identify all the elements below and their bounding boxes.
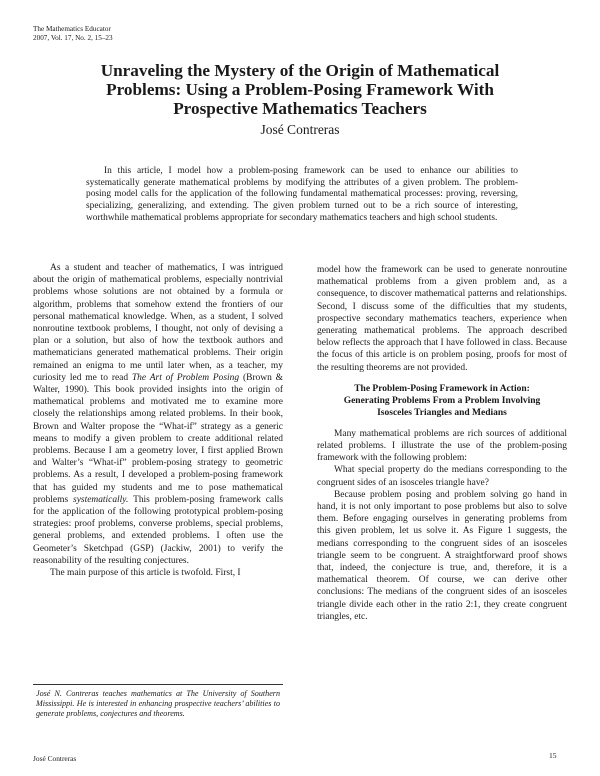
- body-paragraph: Many mathematical problems are rich sources of additional related problems. I illustrate the use of the problem-posing framework with the following problem:: [317, 428, 567, 464]
- title-line-2: Problems: Using a Problem-Posing Framework With: [106, 80, 494, 99]
- body-paragraph: Because problem posing and problem solving go hand in hand, it is not only important to pose problems but also to solve them. Before engaging ourselves in generating problems from this given problem, let us solve it. As Figure 1 suggests, the medians corresponding to the congruent sides of an isosceles triangle seem to be congruent. A straightforward proof shows that, indeed, the conjecture is true, and, therefore, it is a mathematical theorem. Of course, we can derive other conclusions: The medians of the congruent sides of an isosceles triangle divide each other in the ratio 2:1, they create congruent triangles, etc.: [317, 489, 567, 622]
- problem-statement: What special property do the medians corresponding to the congruent sides of an isosceles triangle have?: [317, 465, 567, 488]
- heading-line-2: Generating Problems From a Problem Involving: [343, 395, 541, 406]
- article-title: [40, 61, 560, 118]
- journal-issue: 2007, Vol. 17, No. 2, 15–23: [33, 34, 113, 42]
- book-title: The Art of Problem Posing: [131, 372, 240, 383]
- heading-line-3: Isosceles Triangles and Medians: [377, 407, 507, 418]
- section-heading: [317, 383, 567, 419]
- paragraph-text: (Brown & Walter, 1990). This book provided insights into the origin of mathematical problems and motivated me to examine more closely the relationships among related problems. In their book, Brown and Walter propose the “What-if” strategy as a generic means to modify a given problem to create additional related problems. Because I am a geometry lover, I first applied Brown and Walter’s “What-if” problem-posing strategy to geometric problems. As a result, I developed a problem-posing framework that has guided my students and me to pose mathematical problems: [33, 372, 283, 505]
- footer-author: José Contreras: [33, 754, 77, 763]
- paragraph-text: This problem-posing framework calls for the application of the following prototypical problem-posing strategies: proof problems, converse problems, special problems, general problems, and extended problems. I often use the Geometer’s Sketchpad (GSP) (Jackiw, 2001) to verify the reasonability of the resulting conjectures.: [33, 494, 283, 566]
- heading-line-1: The Problem-Posing Framework in Action:: [354, 383, 530, 394]
- author-name: José Contreras: [260, 122, 340, 137]
- page-number: 15: [549, 751, 557, 760]
- emphasis-text: systematically.: [73, 494, 129, 505]
- author-bio: José N. Contreras teaches mathematics at The University of Southern Mississippi. He is interested in enhancing prospective teachers’ abilities to generate problems, conjectures and theorems.: [33, 684, 283, 720]
- body-paragraph: model how the framework can be used to generate nonroutine mathematical problems from a given problem and, as a consequence, to discover mathematical patterns and relationships. Second, I discuss some of the difficulties that my students, prospective secondary mathematics teachers, experience when generating mathematical problems. The approach described below reflects the approach that I have followed in class. Because the focus of this article is on problem posing, proofs for most of the resulting theorems are not provided.: [317, 265, 567, 373]
- title-line-3: Prospective Mathematics Teachers: [173, 99, 427, 118]
- paragraph-text: As a student and teacher of mathematics, I was intrigued about the origin of mathematical problems, especially nontrivial problems whose solutions are not obtained by a formula or algorithm, problems that somehow extend the frontiers of our personal mathematical knowledge. When, as a student, I solved nonroutine textbook problems, I thought, not only of devising a plan or a solution, but also of how the textbook authors and mathematicians generated mathematical problems. Their origin remained an enigma to me until later when, as a teacher, my curiosity led me to read: [33, 263, 283, 383]
- body-paragraph: The main purpose of this article is twofold. First, I: [50, 568, 241, 579]
- title-line-1: Unraveling the Mystery of the Origin of Mathematical: [100, 61, 500, 80]
- journal-name: The Mathematics Educator: [33, 25, 111, 33]
- body-paragraph: [33, 262, 283, 567]
- abstract: In this article, I model how a problem-posing framework can be used to enhance our abilities to systematically generate mathematical problems by modifying the attributes of a given problem. The problem-posing model calls for the application of the following fundamental mathematical processes: proving, reversing, specializing, generalizing, and extending. The given problem turned out to be a rich source of interesting, worthwhile mathematical problems appropriate for secondary mathematics teachers and high school students.: [86, 166, 518, 223]
- left-column: [33, 262, 283, 579]
- right-column: [317, 264, 567, 623]
- journal-header: [33, 25, 113, 43]
